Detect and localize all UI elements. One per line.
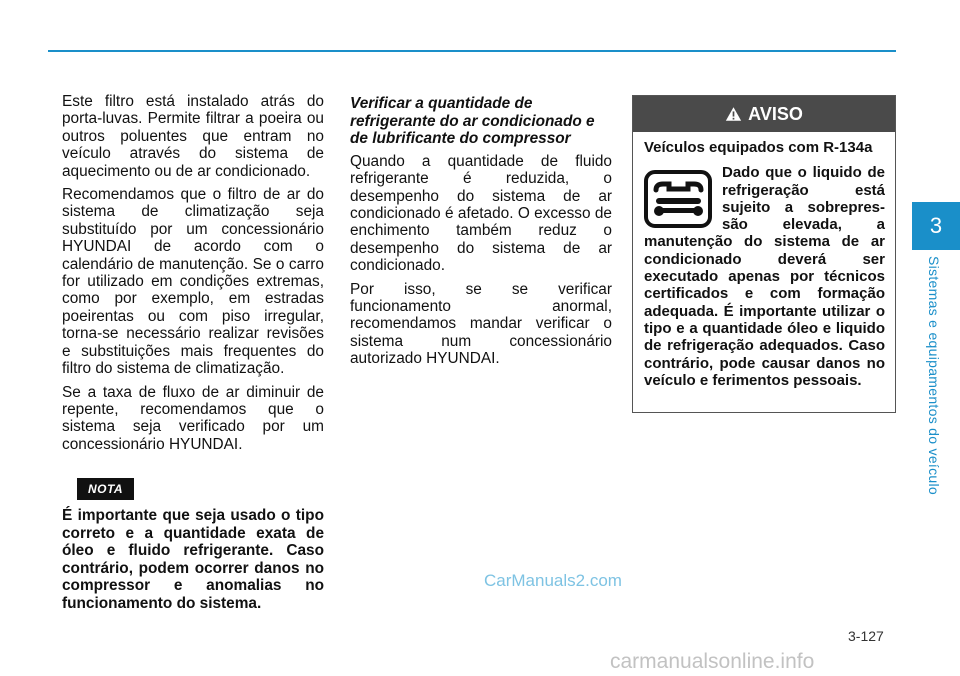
service-manual-wrench-icon (644, 170, 712, 228)
header-rule (48, 50, 896, 52)
watermark: CarManuals2.com (484, 571, 622, 590)
page-number: 3-127 (848, 628, 884, 644)
chapter-title: Sistemas e equipamentos do veículo (926, 256, 942, 495)
nota-text: É importante que seja usado o tipo correto e a quantidade exata de óleo e fluido refrigerante. Caso contrário, podem ocorrer danos no compressor e anomalias no funcionamento do sistema. (62, 507, 324, 612)
aviso-header (633, 96, 895, 132)
watermark-bottom: carmanualsonline.info (610, 650, 815, 673)
paragraph-abnormal: Por isso, se se verificar funcionamento anormal, recomendamos mandar verificar o sistema num concessionário autorizado HYUNDAI. (350, 280, 612, 368)
aviso-text: Dado que o liquido de refrigeração está sujeito a sobrepres-são elevada, a manutenção do sistema de ar condicionado deverá ser executado apenas por técnicos certificados e com formação adequada. É importante utilizar o tipo e a quantidade óleo e liquido de refrigeração adequados. Caso contrário, pode causar danos no veículo e ferimentos pessoais. (644, 164, 885, 389)
nota-badge: NOTA (77, 478, 134, 500)
section-heading: Verificar a quantidade de refrigerante do ar condicionado e de lubrificante do compressor (350, 95, 595, 148)
aviso-body (633, 132, 895, 389)
aviso-title: Veículos equipados com R-134a (644, 139, 873, 156)
warning-triangle-icon (725, 106, 742, 122)
paragraph-airflow: Se a taxa de fluxo de ar diminuir de repente, recomendamos que o sistema seja verificado por um concessionário HYUNDAI. (62, 383, 324, 453)
aviso-label: AVISO (748, 103, 803, 124)
left-column (62, 93, 324, 459)
paragraph-filter-replacement: Recomendamos que o filtro de ar do sistema de climatização seja substituído por um concessionário HYUNDAI de acordo com o calendário de manutenção. Se o carro for utilizado em condições extremas, como por exemplo, em estradas poeirentas ou com piso irregular, torna-se necessário realizar revisões e substituições mais frequentes do filtro do sistema de climatização. (62, 186, 324, 378)
paragraph-filter-location: Este filtro está instalado atrás do porta-luvas. Permite filtrar a poeira ou outros poluentes que entram no veículo através do sistema de aquecimento ou de ar condicionado. (62, 93, 324, 180)
chapter-number-tab: 3 (912, 202, 960, 250)
middle-column (350, 95, 612, 374)
paragraph-refrigerant: Quando a quantidade de fluido refrigerante é reduzida, o desempenho do sistema de ar condicionado é afetado. O excesso de enchimento também reduz o desempenho do sistema de ar condicionado. (350, 152, 612, 275)
aviso-warning-box (632, 95, 896, 413)
